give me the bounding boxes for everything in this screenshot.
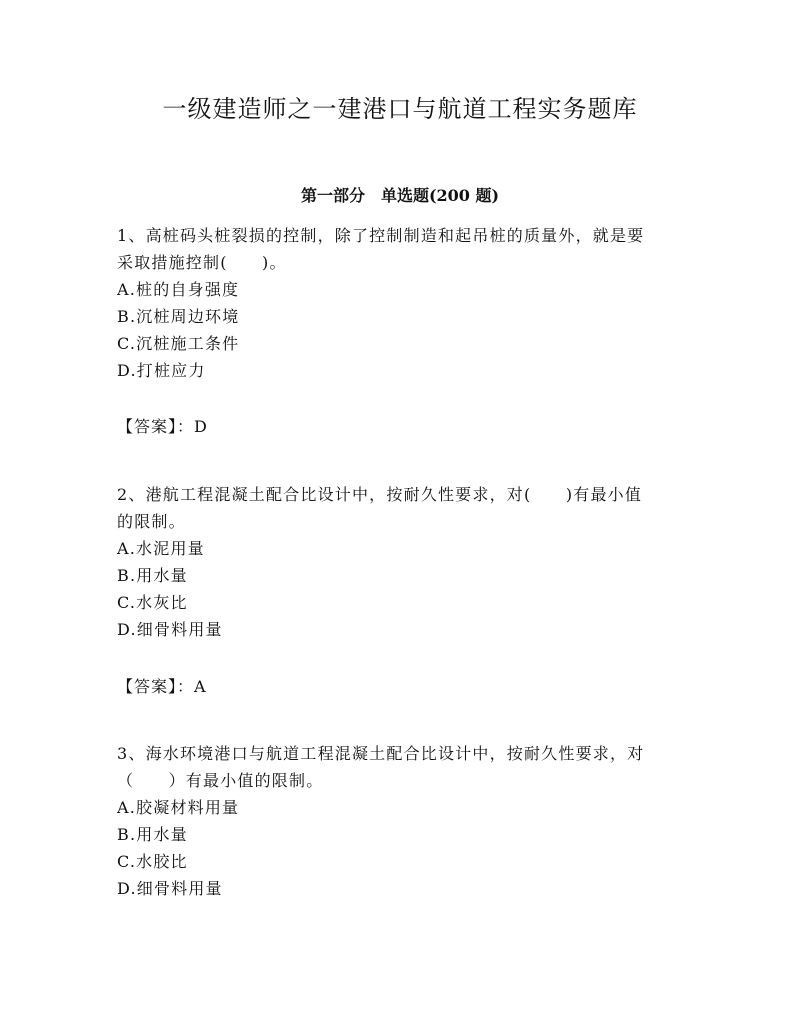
question-1-option-c: C.沉桩施工条件 (117, 334, 240, 353)
question-2-option-a: A.水泥用量 (117, 539, 205, 558)
question-2-stem-line-2: 的限制。 (117, 512, 186, 531)
section-title: 第一部分 单选题(200 题) (300, 186, 500, 205)
question-2-option-c: C.水灰比 (117, 593, 188, 612)
document-title: 一级建造师之一建港口与航道工程实务题库 (162, 95, 638, 123)
question-3-stem-line-1: 3、海水环境港口与航道工程混凝土配合比设计中，按耐久性要求，对 (117, 744, 645, 763)
question-1-option-b: B.沉桩周边环境 (117, 307, 240, 326)
question-2-answer: 【答案】：A (117, 677, 207, 696)
question-1-answer: 【答案】：D (117, 417, 208, 436)
question-3-option-c: C.水胶比 (117, 852, 188, 871)
question-1 (117, 222, 687, 384)
question-3 (117, 740, 687, 902)
question-3-stem-line-2: （ ）有最小值的限制。 (117, 771, 324, 790)
question-1-option-a: A.桩的自身强度 (117, 280, 240, 299)
question-3-option-a: A.胶凝材料用量 (117, 798, 240, 817)
question-2-option-d: D.细骨料用量 (117, 620, 223, 639)
question-3-option-b: B.用水量 (117, 825, 188, 844)
question-2 (117, 481, 687, 643)
question-3-option-d: D.细骨料用量 (117, 879, 223, 898)
question-2-option-b: B.用水量 (117, 566, 188, 585)
question-1-stem-line-1: 1、高桩码头桩裂损的控制，除了控制制造和起吊桩的质量外，就是要 (117, 226, 645, 245)
question-1-stem-line-2: 采取措施控制( )。 (117, 253, 287, 272)
question-2-stem-line-1: 2、港航工程混凝土配合比设计中，按耐久性要求，对( )有最小值 (117, 485, 643, 504)
question-1-option-d: D.打桩应力 (117, 361, 206, 380)
